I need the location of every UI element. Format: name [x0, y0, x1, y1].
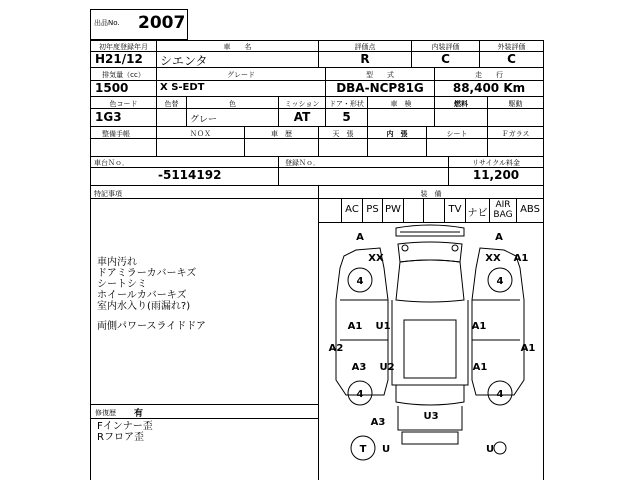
- car-name-value: シエンタ: [160, 54, 208, 68]
- mark-tire-rear-right: 4: [496, 389, 504, 400]
- doors-shape-header: ドア・形状: [329, 100, 364, 108]
- score-header: 評価点: [354, 43, 376, 51]
- remark-line: シートシミ: [97, 279, 147, 290]
- recycle-fee-header: リサイクル料金: [471, 159, 521, 167]
- repair-note-line: Rフロア歪: [97, 432, 144, 443]
- mark-a3-left: A3: [351, 362, 367, 373]
- car-damage-diagram: [319, 223, 543, 483]
- mark-a1-right-edge: A1: [520, 343, 536, 354]
- mark-front-right: A: [495, 232, 503, 243]
- lot-number: 2007: [138, 13, 186, 33]
- mark-t: T: [359, 444, 367, 455]
- equipment-ps: PS: [366, 204, 379, 215]
- equipment-ac: AC: [345, 204, 359, 215]
- mileage-header: 走 行: [475, 71, 503, 79]
- equipment-header: 装 備: [420, 190, 442, 198]
- remarks-list: [97, 257, 206, 332]
- exterior-grade-header: 外装評価: [497, 43, 526, 51]
- interior-trim-header: 内 張: [386, 130, 408, 138]
- exterior-grade-value: C: [507, 52, 516, 66]
- fuel-header: 燃料: [454, 100, 468, 108]
- grade-value: X S-EDT: [160, 82, 205, 93]
- remark-line: 両側パワースライドドア: [97, 321, 206, 332]
- repair-history-label: 修復歴: [95, 409, 116, 417]
- equipment-tv: TV: [448, 204, 462, 215]
- transmission-value: AT: [293, 110, 311, 124]
- mark-u2: U2: [379, 362, 395, 373]
- mark-tire-rear-left: 4: [356, 389, 364, 400]
- mark-xx-right: XX: [485, 253, 501, 264]
- repair-note-line: Fインナー歪: [97, 421, 153, 432]
- car-history-header: 車 歴: [271, 130, 292, 138]
- mark-tire-front-left: 4: [356, 276, 364, 287]
- mark-u-right: U: [485, 444, 495, 455]
- nox-header: ＮＯＸ: [190, 130, 211, 138]
- car-name-header: 車 名: [223, 43, 252, 51]
- mark-a1-right: A1: [471, 321, 487, 332]
- mark-xx-left: XX: [368, 253, 384, 264]
- displacement-header: 排気量（cc）: [102, 71, 145, 79]
- chassis-number-header: 車台Ｎｏ．: [94, 159, 129, 167]
- remark-line: 車内汚れ: [97, 257, 137, 268]
- remark-line: ドアミラーカバーキズ: [97, 268, 197, 279]
- registration-number-header: 登録Ｎｏ．: [285, 159, 320, 167]
- equipment-navi: ナビ: [467, 208, 488, 219]
- repair-notes-list: [97, 421, 153, 443]
- small-wheel: [494, 442, 506, 454]
- front-glass-header: Ｆガラス: [501, 130, 530, 138]
- lot-number-label: 出品No.: [94, 19, 120, 27]
- rear-roof-outline: [404, 320, 456, 378]
- equipment-abs: ABS: [520, 204, 540, 215]
- color-code-value: 1G3: [95, 110, 122, 124]
- mark-a2: A2: [328, 343, 344, 354]
- mark-a1-right-rear: A1: [472, 362, 488, 373]
- color-code-header: 色コード: [109, 100, 138, 108]
- mark-u-left: U: [381, 444, 391, 455]
- seat-header: シート: [446, 130, 468, 138]
- model-code-header: 型 式: [366, 71, 394, 79]
- remark-spacer: [97, 312, 206, 321]
- rear-bumper-outline: [402, 432, 458, 444]
- roof-outline: [396, 260, 464, 302]
- repair-history-value: 有: [134, 409, 144, 419]
- cabin-outline: [392, 300, 468, 385]
- mark-u1: U1: [375, 321, 391, 332]
- inspection-header: 車 検: [390, 100, 412, 108]
- equipment-airbag: AIR BAG: [493, 200, 513, 220]
- notes-header: 特記事項: [94, 190, 122, 198]
- model-code-value: DBA-NCP81G: [336, 81, 424, 95]
- mark-u3: U3: [423, 411, 439, 422]
- transmission-header: ミッション: [284, 100, 320, 108]
- color-change-header: 色替: [164, 100, 179, 108]
- displacement-value: 1500: [95, 81, 129, 95]
- color-header: 色: [229, 100, 236, 108]
- headliner-header: 天 張: [332, 130, 354, 138]
- mark-a1-left: A1: [347, 321, 363, 332]
- mark-a1-right-front: A1: [513, 253, 529, 264]
- score-value: R: [360, 52, 370, 66]
- hood-outline: [398, 242, 462, 262]
- remark-line: 室内水入り(雨漏れ?): [97, 301, 191, 312]
- first-registration-value: H21/12: [95, 52, 143, 66]
- mileage-value: 88,400 Km: [452, 81, 526, 95]
- mark-front-left: A: [356, 232, 364, 243]
- recycle-fee-value: 11,200: [472, 168, 520, 182]
- remark-line: ホイールカバーキズ: [97, 290, 187, 301]
- interior-grade-value: C: [441, 52, 450, 66]
- interior-grade-header: 内装評価: [431, 43, 460, 51]
- equipment-pw: PW: [385, 204, 401, 215]
- mark-a3-rear: A3: [370, 417, 386, 428]
- doors-value: 5: [342, 110, 351, 124]
- chassis-number-value: -5114192: [158, 168, 222, 182]
- first-registration-header: 初年度登録年月: [99, 43, 148, 51]
- rear-window-outline: [396, 385, 464, 405]
- service-manual-header: 整備手帳: [102, 130, 130, 138]
- grade-header: グレード: [227, 71, 255, 79]
- drive-header: 駆動: [508, 100, 523, 108]
- color-value: グレー: [190, 115, 218, 125]
- front-bumper-outline: [396, 225, 464, 236]
- mark-tire-front-right: 4: [496, 276, 504, 287]
